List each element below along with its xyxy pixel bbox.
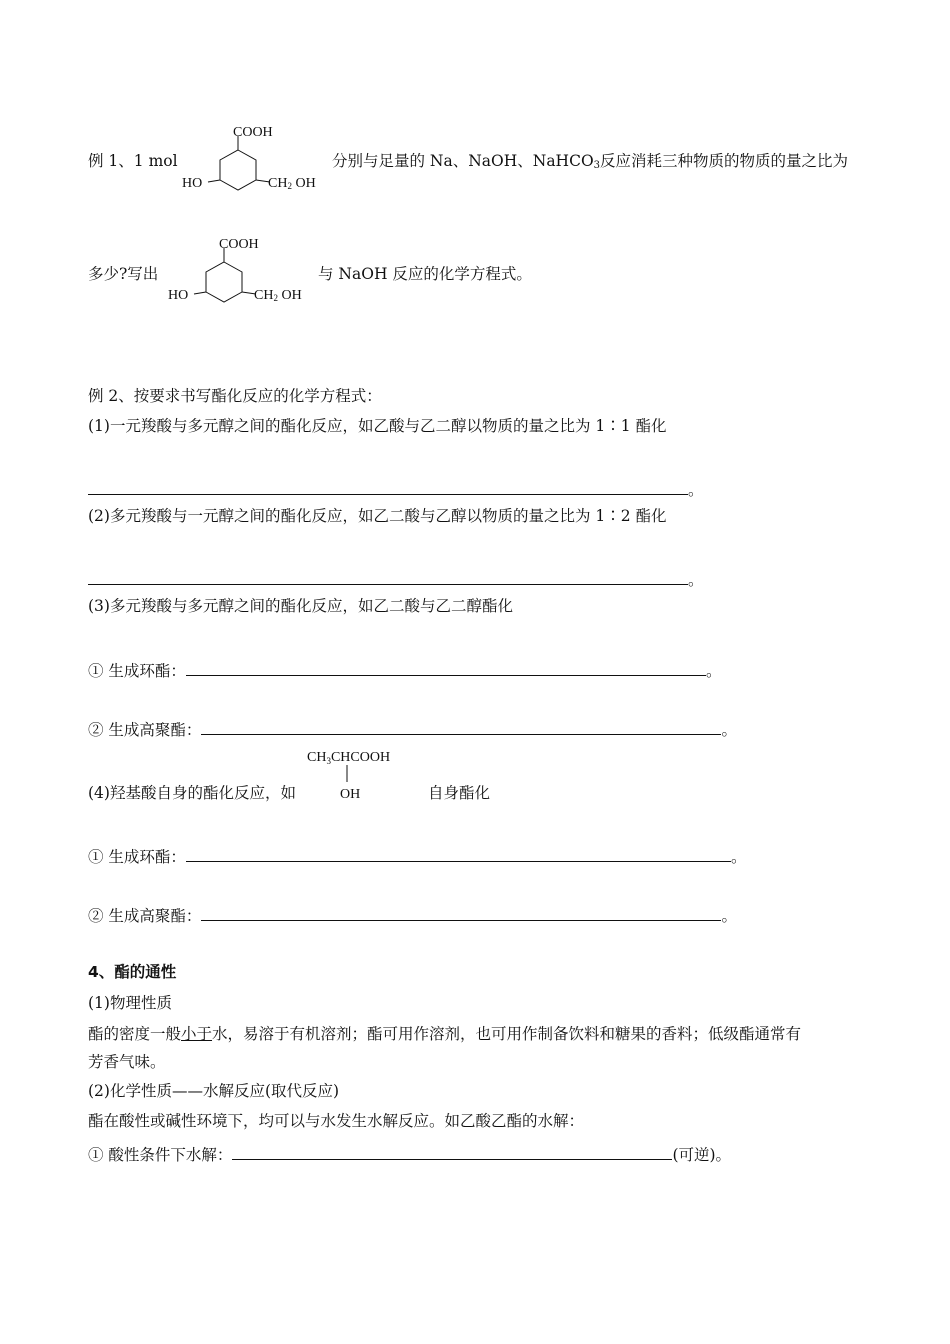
example1-line2-suffix: 与 NaOH 反应的化学方程式。 <box>318 265 532 283</box>
example2-q3: (3)多元羧酸与多元醇之间的酯化反应，如乙二酸与乙二醇酯化 <box>88 597 513 615</box>
example2-q3-polyester[interactable]: ② 生成高聚酯： 。 <box>88 721 737 739</box>
section4-desc-cont: 芳香气味。 <box>88 1053 166 1071</box>
example2-q1: (1)一元羧酸与多元醇之间的酯化反应，如乙酸与乙二醇以物质的量之比为 1∶1 酯化 <box>88 417 667 435</box>
example2-q2-answer[interactable]: 。 <box>88 569 704 589</box>
svg-text:HO: HO <box>168 288 189 303</box>
svg-text:OH: OH <box>340 787 361 802</box>
section4-acid-hydrolysis[interactable]: ① 酸性条件下水解： (可逆)。 <box>88 1146 732 1164</box>
section4-desc2: 酯在酸性或碱性环境下，均可以与水发生水解反应。如乙酸乙酯的水解： <box>88 1112 585 1130</box>
lactic-acid-structure <box>303 745 433 805</box>
example1-prefix: 例 1、1 mol <box>88 152 178 170</box>
svg-text:CH2 OH: CH2 OH <box>254 288 302 303</box>
example2-q4-suffix: 自身酯化 <box>428 784 491 802</box>
molecule-1-top: COOH <box>233 125 273 140</box>
svg-text:COOH: COOH <box>219 237 259 252</box>
section4-p2: (2)化学性质——水解反应(取代反应) <box>88 1082 340 1100</box>
section4-heading: 4、酯的通性 <box>88 963 177 981</box>
section4-desc: 酯的密度一般小于水，易溶于有机溶剂；酯可用作溶剂，也可用作制备饮料和糖果的香料；低级酯通常有 <box>88 1025 802 1043</box>
section4-p1: (1)物理性质 <box>88 994 172 1012</box>
molecule-2 <box>164 234 314 309</box>
svg-text:CH3CHCOOH: $CH_3CHCOOH$ <box>307 750 391 766</box>
example1-text: 分别与足量的 Na、NaOH、NaHCO$_3$反应消耗三种物质的物质的量之比为 <box>332 152 849 171</box>
example2-q4-cyclic-ester[interactable]: ① 生成环酯： 。 <box>88 848 747 866</box>
example2-q3-cyclic-ester[interactable]: ① 生成环酯： 。 <box>88 662 722 680</box>
example2-q4-prefix: (4)羟基酸自身的酯化反应，如 <box>88 784 296 802</box>
example1-line2-prefix: 多少?写出 <box>88 265 159 283</box>
molecule-1 <box>178 122 318 197</box>
example2-q4-polyester[interactable]: ② 生成高聚酯： 。 <box>88 907 737 925</box>
svg-text:CH2 OH: CH2 OH <box>268 176 316 191</box>
example2-q1-answer[interactable]: 。 <box>88 479 704 499</box>
molecule-1-left: HO <box>182 176 203 191</box>
example2-q2: (2)多元羧酸与一元醇之间的酯化反应，如乙二酸与乙醇以物质的量之比为 1∶2 酯化 <box>88 507 667 525</box>
example2-title: 例 2、按要求书写酯化反应的化学方程式： <box>88 387 382 405</box>
